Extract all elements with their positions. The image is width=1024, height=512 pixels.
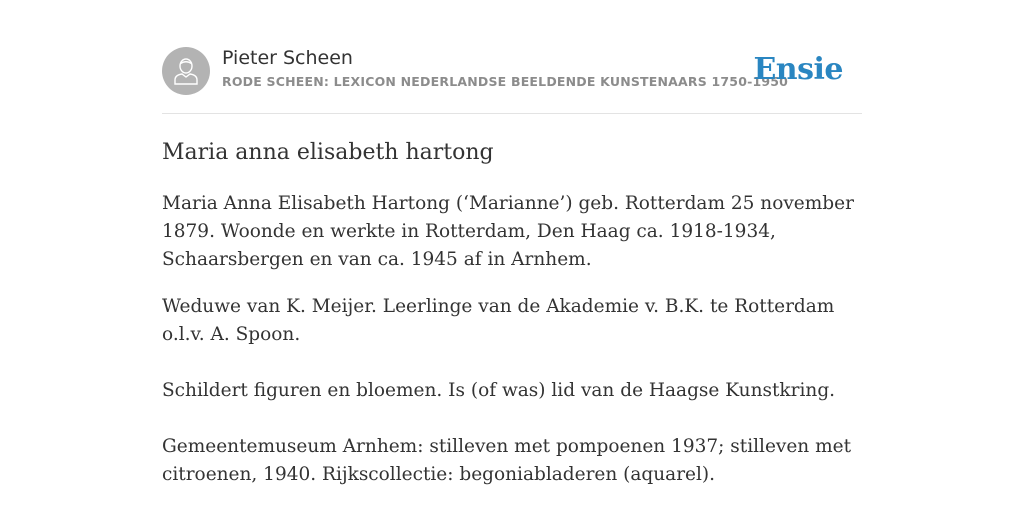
article-title: Maria anna elisabeth hartong [162, 140, 494, 165]
paragraph: Maria Anna Elisabeth Hartong (‘Marianne’) geb. Rotterdam 25 november 1879. Woonde en werkte in Rotterdam, Den Haag ca. 1918-1934, Schaarsbergen en van ca. 1945 af in Arnhem. [162, 193, 854, 270]
brand-logo[interactable]: Ensie [753, 52, 843, 87]
header-divider [162, 113, 862, 114]
paragraph: Gemeentemuseum Arnhem: stilleven met pompoenen 1937; stilleven met citroenen, 1940. Rijkscollectie: begoniabladeren (aquarel). [162, 436, 852, 485]
source-title[interactable]: RODE SCHEEN: LEXICON NEDERLANDSE BEELDENDE KUNSTENAARS 1750-1950 [222, 74, 789, 89]
author-header [162, 46, 862, 96]
avatar[interactable] [162, 47, 210, 95]
paragraph: Schildert figuren en bloemen. Is (of was) lid van de Haagse Kunstkring. [162, 380, 836, 401]
user-icon [162, 47, 210, 95]
article-body [162, 190, 862, 508]
paragraph: Weduwe van K. Meijer. Leerlinge van de Akademie v. B.K. te Rotterdam o.l.v. A. Spoon. [162, 296, 835, 345]
author-name[interactable]: Pieter Scheen [222, 47, 353, 69]
